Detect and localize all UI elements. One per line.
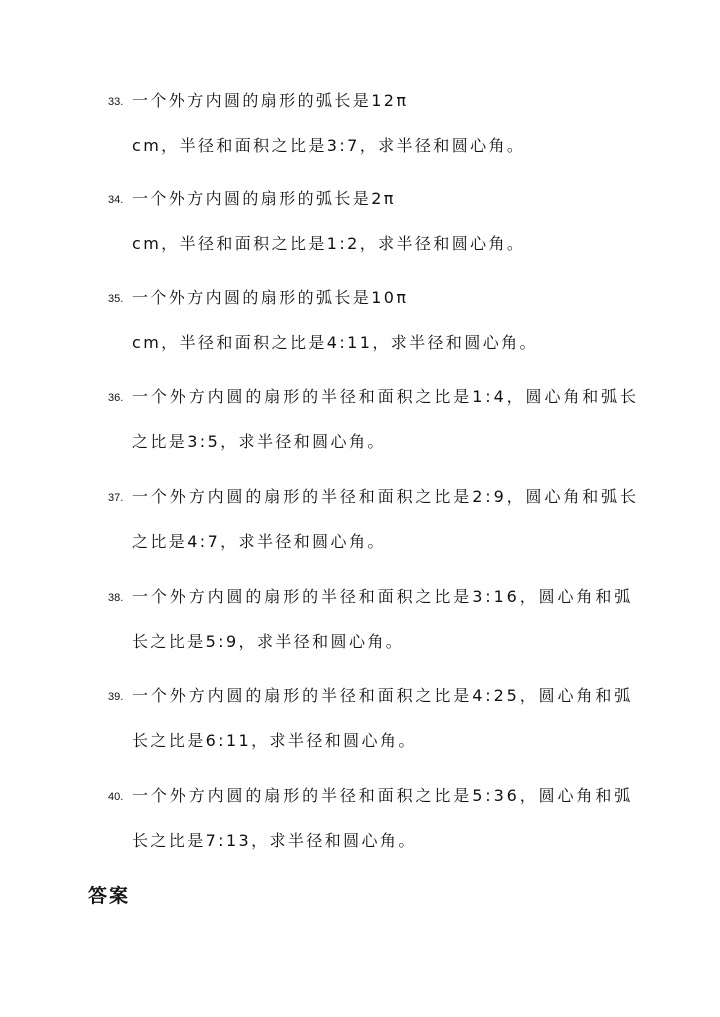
question-text-line1: 一个外方内圆的扇形的弧长是2π bbox=[132, 189, 396, 208]
question-number: 33. bbox=[108, 96, 124, 108]
question-text-line2: 长之比是5:9，求半径和圆心角。 bbox=[132, 632, 405, 651]
question-text-line1: 一个外方内圆的扇形的弧长是12π bbox=[132, 91, 409, 110]
question-text-line2: 长之比是7:13，求半径和圆心角。 bbox=[132, 831, 417, 850]
question-number: 38. bbox=[108, 592, 124, 604]
answers-heading: 答案 bbox=[88, 885, 131, 907]
question-number: 35. bbox=[108, 293, 124, 305]
question-number: 39. bbox=[108, 691, 124, 703]
question-text-line2: cm，半径和面积之比是3:7，求半径和圆心角。 bbox=[132, 136, 526, 155]
question-text-line2: 之比是4:7，求半径和圆心角。 bbox=[132, 532, 386, 551]
question-number: 34. bbox=[108, 194, 124, 206]
question-text-line1: 一个外方内圆的扇形的半径和面积之比是1:4，圆心角和弧长 bbox=[132, 387, 639, 406]
question-number: 36. bbox=[108, 392, 124, 404]
question-number: 40. bbox=[108, 791, 124, 803]
question-text-line2: cm，半径和面积之比是1:2，求半径和圆心角。 bbox=[132, 234, 526, 253]
question-text-line1: 一个外方内圆的扇形的弧长是10π bbox=[132, 288, 409, 307]
question-text-line1: 一个外方内圆的扇形的半径和面积之比是5:36，圆心角和弧 bbox=[132, 786, 634, 805]
question-text-line1: 一个外方内圆的扇形的半径和面积之比是4:25，圆心角和弧 bbox=[132, 686, 634, 705]
question-number: 37. bbox=[108, 492, 124, 504]
question-text-line2: 之比是3:5，求半径和圆心角。 bbox=[132, 432, 386, 451]
question-text-line1: 一个外方内圆的扇形的半径和面积之比是3:16，圆心角和弧 bbox=[132, 587, 634, 606]
question-text-line1: 一个外方内圆的扇形的半径和面积之比是2:9，圆心角和弧长 bbox=[132, 487, 639, 506]
question-text-line2: cm，半径和面积之比是4:11，求半径和圆心角。 bbox=[132, 333, 538, 352]
question-text-line2: 长之比是6:11，求半径和圆心角。 bbox=[132, 731, 417, 750]
